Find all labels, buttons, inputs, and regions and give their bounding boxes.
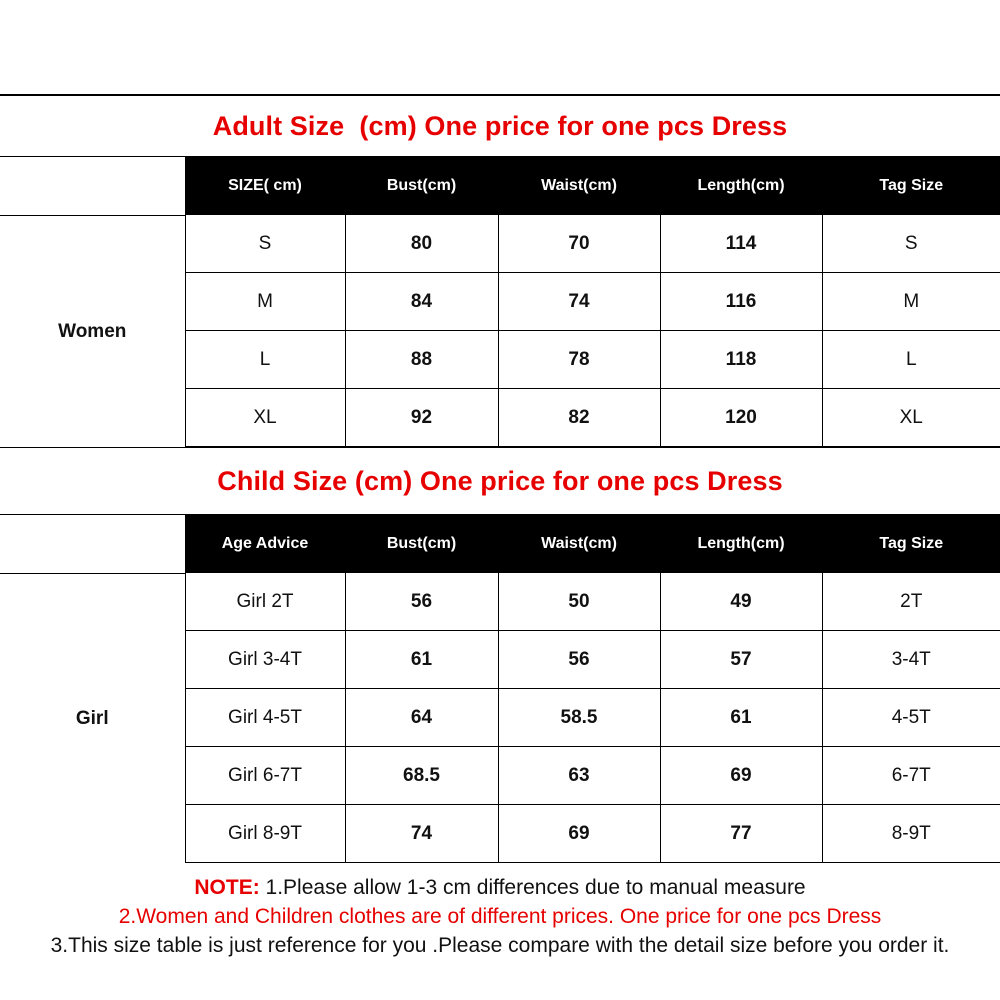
note-line-2: 2.Women and Children clothes are of different prices. One price for one pcs Dress	[118, 905, 882, 928]
waist-cell: 50	[498, 573, 660, 631]
adult-group-header-blank	[0, 157, 185, 216]
table-row	[185, 573, 1000, 631]
bust-cell: 88	[345, 331, 498, 389]
tag-size-cell: XL	[822, 389, 1000, 447]
adult-title: Adult Size (cm) One price for one pcs Dress	[212, 110, 788, 141]
bust-cell: 56	[345, 573, 498, 631]
age-cell: Girl 6-7T	[185, 747, 345, 805]
waist-cell: 82	[498, 389, 660, 447]
length-cell: 120	[660, 389, 822, 447]
table-row	[185, 389, 1000, 447]
waist-cell: 58.5	[498, 689, 660, 747]
tag-size-cell: 3-4T	[822, 631, 1000, 689]
table-row	[185, 689, 1000, 747]
header-length: Length(cm)	[660, 515, 822, 573]
length-cell: 118	[660, 331, 822, 389]
size-cell: M	[185, 273, 345, 331]
header-waist: Waist(cm)	[498, 515, 660, 573]
size-chart	[0, 94, 1000, 863]
tag-size-cell: S	[822, 215, 1000, 273]
length-cell: 57	[660, 631, 822, 689]
tag-size-cell: L	[822, 331, 1000, 389]
waist-cell: 63	[498, 747, 660, 805]
bust-cell: 92	[345, 389, 498, 447]
table-row	[185, 747, 1000, 805]
child-header-row	[185, 515, 1000, 573]
header-size: SIZE( cm)	[185, 157, 345, 215]
waist-cell: 74	[498, 273, 660, 331]
table-row	[185, 273, 1000, 331]
header-tag-size: Tag Size	[822, 515, 1000, 573]
child-size-table	[185, 515, 1000, 863]
header-tag-size: Tag Size	[822, 157, 1000, 215]
size-cell: S	[185, 215, 345, 273]
tag-size-cell: M	[822, 273, 1000, 331]
waist-cell: 56	[498, 631, 660, 689]
age-cell: Girl 3-4T	[185, 631, 345, 689]
length-cell: 61	[660, 689, 822, 747]
child-title: Child Size (cm) One price for one pcs Dress	[217, 465, 783, 496]
tag-size-cell: 8-9T	[822, 805, 1000, 863]
table-row	[185, 215, 1000, 273]
length-cell: 116	[660, 273, 822, 331]
size-cell: L	[185, 331, 345, 389]
note-label: NOTE:	[194, 876, 260, 899]
age-cell: Girl 2T	[185, 573, 345, 631]
girl-group-label: Girl	[75, 707, 109, 729]
table-row	[185, 331, 1000, 389]
child-group-header-blank	[0, 515, 185, 574]
header-length: Length(cm)	[660, 157, 822, 215]
header-waist: Waist(cm)	[498, 157, 660, 215]
age-cell: Girl 8-9T	[185, 805, 345, 863]
length-cell: 69	[660, 747, 822, 805]
note-text-1: 1.Please allow 1-3 cm differences due to manual measure	[259, 876, 806, 899]
bust-cell: 68.5	[345, 747, 498, 805]
size-cell: XL	[185, 389, 345, 447]
length-cell: 114	[660, 215, 822, 273]
bust-cell: 61	[345, 631, 498, 689]
adult-size-table	[185, 157, 1000, 447]
waist-cell: 70	[498, 215, 660, 273]
header-bust: Bust(cm)	[345, 515, 498, 573]
table-row	[185, 631, 1000, 689]
tag-size-cell: 4-5T	[822, 689, 1000, 747]
length-cell: 77	[660, 805, 822, 863]
note-line-3: 3.This size table is just reference for you .Please compare with the detail size before you order it.	[50, 934, 950, 957]
child-block	[0, 515, 1000, 863]
child-group-column	[0, 515, 185, 863]
tag-size-cell: 6-7T	[822, 747, 1000, 805]
age-cell: Girl 4-5T	[185, 689, 345, 747]
note-line-1	[0, 873, 1000, 902]
adult-title-row	[0, 94, 1000, 157]
header-bust: Bust(cm)	[345, 157, 498, 215]
table-row	[185, 805, 1000, 863]
adult-group-column	[0, 157, 185, 447]
women-group-label: Women	[58, 320, 127, 342]
bust-cell: 64	[345, 689, 498, 747]
length-cell: 49	[660, 573, 822, 631]
waist-cell: 69	[498, 805, 660, 863]
adult-block	[0, 157, 1000, 447]
bust-cell: 80	[345, 215, 498, 273]
notes-section	[0, 873, 1000, 960]
waist-cell: 78	[498, 331, 660, 389]
tag-size-cell: 2T	[822, 573, 1000, 631]
adult-header-row	[185, 157, 1000, 215]
bust-cell: 84	[345, 273, 498, 331]
header-age-advice: Age Advice	[185, 515, 345, 573]
child-title-row	[0, 447, 1000, 515]
bust-cell: 74	[345, 805, 498, 863]
